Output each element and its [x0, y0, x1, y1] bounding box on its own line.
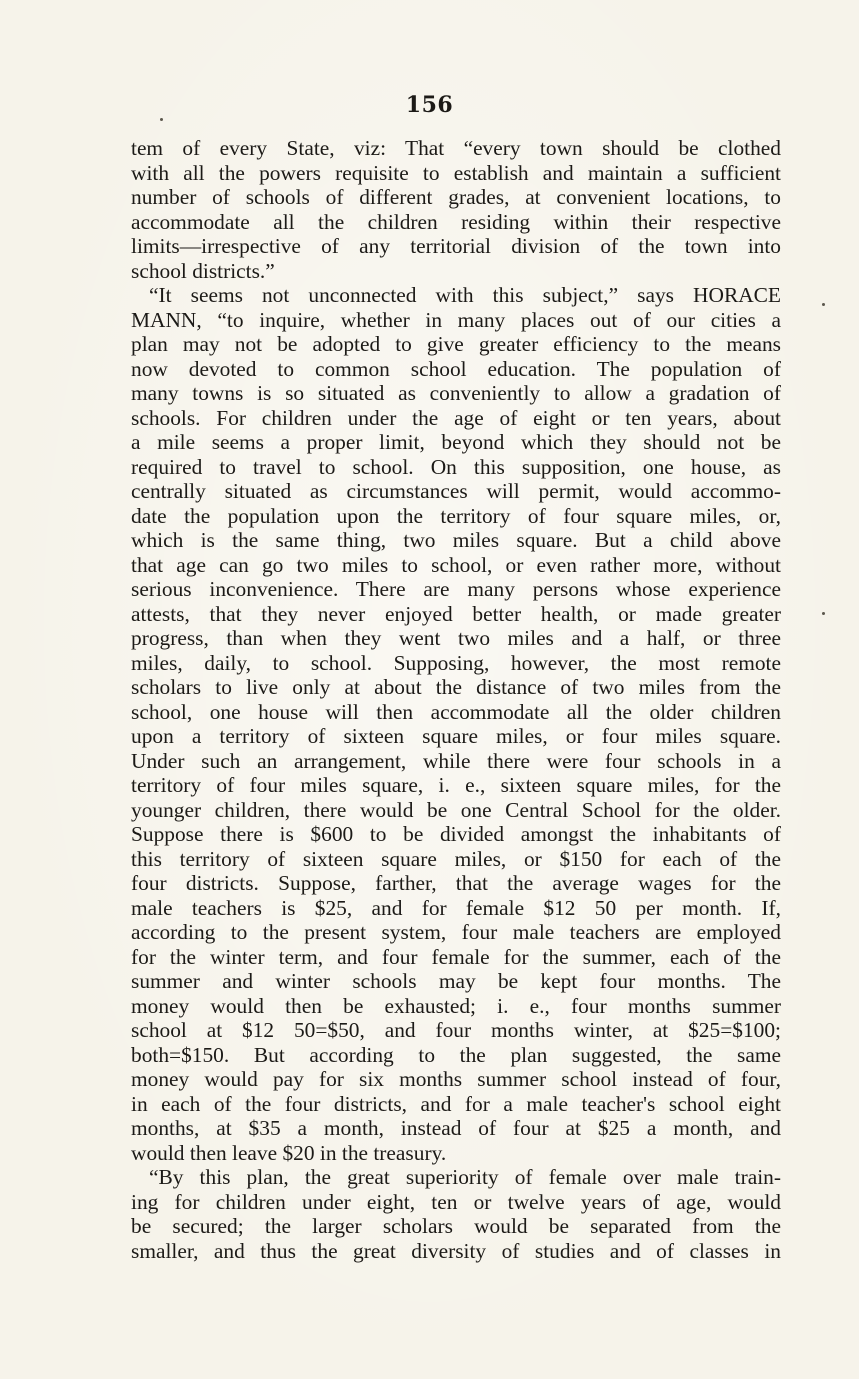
text-line: centrally situated as circumstances will permit, would accommo-	[131, 479, 781, 503]
body-text	[131, 136, 781, 1263]
text-line: schools. For children under the age of eight or ten years, about	[131, 405, 781, 430]
text-line: now devoted to common school education. The population of	[131, 356, 781, 381]
text-line: four districts. Suppose, farther, that the average wages for the	[131, 871, 781, 895]
text-line: in each of the four districts, and for a male teacher's school eight	[131, 1091, 781, 1116]
text-line: would then leave $20 in the treasury.	[131, 1140, 447, 1165]
text-line: months, at $35 a month, instead of four at $25 a month, and	[131, 1116, 781, 1140]
text-line: smaller, and thus the great diversity of studies and of classes in	[131, 1238, 781, 1263]
text-line: with all the powers requisite to establish and maintain a sufficient	[131, 160, 781, 185]
text-line: both=$150. But according to the plan suggested, the same	[131, 1042, 781, 1067]
text-line: summer and winter schools may be kept four months. The	[131, 969, 781, 993]
print-speck	[160, 118, 163, 121]
text-line: money would then be exhausted; i. e., four months summer	[131, 993, 781, 1018]
text-line: male teachers is $25, and for female $12 50 per month. If,	[131, 895, 781, 920]
text-line: scholars to live only at about the distance of two miles from the	[131, 675, 781, 699]
text-line: many towns is so situated as conveniently to allow a gradation of	[131, 381, 781, 405]
text-line: Suppose there is $600 to be divided amongst the inhabitants of	[131, 822, 781, 846]
text-line: plan may not be adopted to give greater efficiency to the means	[131, 332, 781, 356]
print-speck	[822, 303, 825, 306]
text-line: be secured; the larger scholars would be separated from the	[131, 1214, 781, 1238]
text-line: according to the present system, four male teachers are employed	[131, 920, 781, 944]
text-line: school, one house will then accommodate all the older children	[131, 699, 781, 724]
text-line: that age can go two miles to school, or even rather more, without	[131, 552, 781, 577]
text-line: upon a territory of sixteen square miles, or four miles square.	[131, 724, 781, 748]
text-line: tem of every State, viz: That “every town should be clothed	[131, 136, 781, 160]
text-line: required to travel to school. On this supposition, one house, as	[131, 454, 781, 479]
text-line: which is the same thing, two miles square. But a child above	[131, 528, 781, 552]
text-line: ing for children under eight, ten or twelve years of age, would	[131, 1189, 781, 1214]
text-line: younger children, there would be one Central School for the older.	[131, 797, 781, 822]
paragraph-start-line: “By this plan, the great superiority of female over male train-	[149, 1165, 781, 1189]
text-line: money would pay for six months summer school instead of four,	[131, 1067, 781, 1091]
text-line: this territory of sixteen square miles, or $150 for each of the	[131, 846, 781, 871]
text-line: serious inconvenience. There are many persons whose experience	[131, 577, 781, 601]
text-line: MANN, “to inquire, whether in many places out of our cities a	[131, 307, 781, 332]
text-line: number of schools of different grades, at convenient locations, to	[131, 185, 781, 209]
text-line: territory of four miles square, i. e., sixteen square miles, for the	[131, 773, 781, 797]
text-line: miles, daily, to school. Supposing, however, the most remote	[131, 650, 781, 675]
text-line: school districts.”	[131, 258, 275, 283]
page-number: 156	[405, 92, 454, 118]
text-line: date the population upon the territory of four square miles, or,	[131, 503, 781, 528]
text-line: for the winter term, and four female for the summer, each of the	[131, 944, 781, 969]
text-line: progress, than when they went two miles and a half, or three	[131, 626, 781, 650]
text-line: school at $12 50=$50, and four months winter, at $25=$100;	[131, 1018, 781, 1042]
text-line: limits—irrespective of any territorial division of the town into	[131, 234, 781, 258]
text-line: accommodate all the children residing within their respective	[131, 209, 781, 234]
text-line: a mile seems a proper limit, beyond which they should not be	[131, 430, 781, 454]
paragraph-start-line: “It seems not unconnected with this subject,” says HORACE	[149, 283, 781, 307]
text-line: Under such an arrangement, while there were four schools in a	[131, 748, 781, 773]
print-speck	[822, 612, 825, 615]
text-line: attests, that they never enjoyed better health, or made greater	[131, 601, 781, 626]
